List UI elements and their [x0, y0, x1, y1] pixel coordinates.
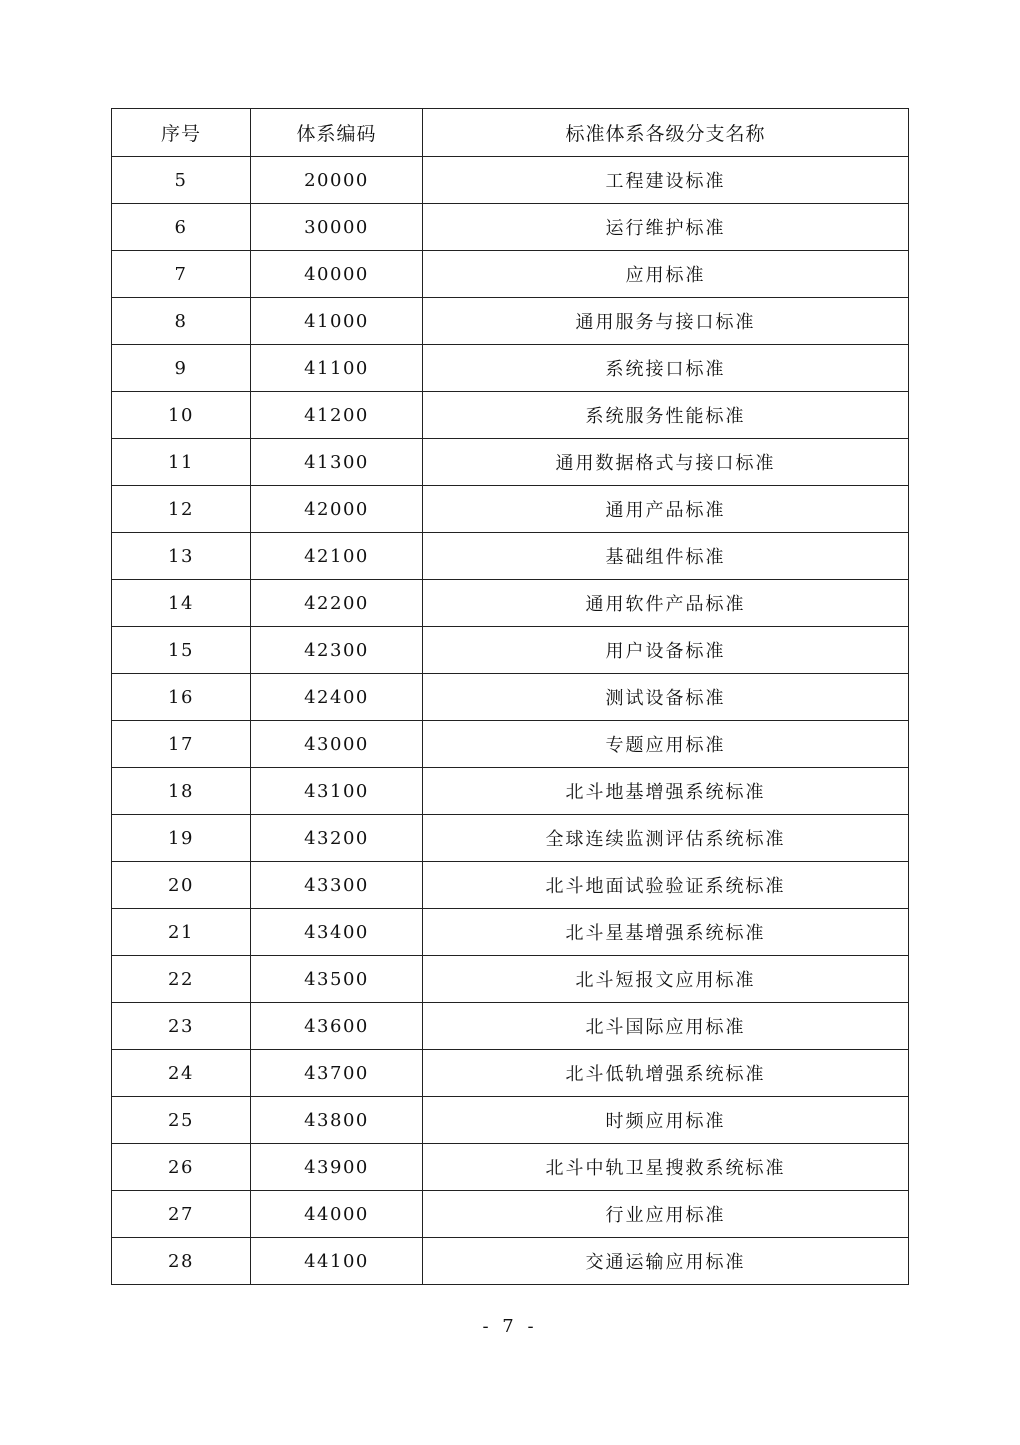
row-seq: 5: [112, 157, 251, 204]
table-row: [112, 862, 909, 909]
row-name: 交通运输应用标准: [423, 1238, 909, 1285]
row-seq: 13: [112, 533, 251, 580]
row-name: 北斗地面试验验证系统标准: [423, 862, 909, 909]
table-row: [112, 956, 909, 1003]
row-seq: 28: [112, 1238, 251, 1285]
row-code: 20000: [251, 157, 423, 204]
row-code: 42400: [251, 674, 423, 721]
row-seq: 12: [112, 486, 251, 533]
row-seq: 11: [112, 439, 251, 486]
row-seq: 15: [112, 627, 251, 674]
row-seq: 25: [112, 1097, 251, 1144]
row-code: 43100: [251, 768, 423, 815]
row-code: 43700: [251, 1050, 423, 1097]
row-seq: 22: [112, 956, 251, 1003]
row-name: 系统接口标准: [423, 345, 909, 392]
row-name: 通用软件产品标准: [423, 580, 909, 627]
row-seq: 17: [112, 721, 251, 768]
table-row: [112, 1191, 909, 1238]
row-name: 北斗低轨增强系统标准: [423, 1050, 909, 1097]
table-row: [112, 674, 909, 721]
row-name: 通用产品标准: [423, 486, 909, 533]
table-header-row: [112, 109, 909, 157]
row-code: 30000: [251, 204, 423, 251]
row-seq: 8: [112, 298, 251, 345]
row-name: 北斗中轨卫星搜救系统标准: [423, 1144, 909, 1191]
row-seq: 27: [112, 1191, 251, 1238]
table-row: [112, 580, 909, 627]
table-row: [112, 204, 909, 251]
row-code: 43000: [251, 721, 423, 768]
table-row: [112, 721, 909, 768]
row-name: 北斗短报文应用标准: [423, 956, 909, 1003]
table-row: [112, 1238, 909, 1285]
row-seq: 21: [112, 909, 251, 956]
row-code: 43500: [251, 956, 423, 1003]
row-code: 44000: [251, 1191, 423, 1238]
row-seq: 24: [112, 1050, 251, 1097]
row-code: 43400: [251, 909, 423, 956]
row-name: 基础组件标准: [423, 533, 909, 580]
row-code: 43800: [251, 1097, 423, 1144]
table-row: [112, 1144, 909, 1191]
row-name: 全球连续监测评估系统标准: [423, 815, 909, 862]
table-row: [112, 439, 909, 486]
header-name: 标准体系各级分支名称: [423, 109, 909, 157]
row-code: 43300: [251, 862, 423, 909]
table-row: [112, 251, 909, 298]
row-seq: 20: [112, 862, 251, 909]
row-code: 42200: [251, 580, 423, 627]
table-body: [112, 157, 909, 1285]
row-seq: 7: [112, 251, 251, 298]
row-name: 运行维护标准: [423, 204, 909, 251]
table-row: [112, 1097, 909, 1144]
row-code: 42100: [251, 533, 423, 580]
table-row: [112, 157, 909, 204]
row-name: 通用服务与接口标准: [423, 298, 909, 345]
table-row: [112, 909, 909, 956]
table-row: [112, 298, 909, 345]
row-seq: 10: [112, 392, 251, 439]
header-seq: 序号: [112, 109, 251, 157]
table-row: [112, 533, 909, 580]
table-row: [112, 1050, 909, 1097]
row-code: 41300: [251, 439, 423, 486]
row-seq: 26: [112, 1144, 251, 1191]
row-name: 时频应用标准: [423, 1097, 909, 1144]
row-seq: 18: [112, 768, 251, 815]
table-row: [112, 815, 909, 862]
row-name: 北斗地基增强系统标准: [423, 768, 909, 815]
row-code: 43600: [251, 1003, 423, 1050]
table-row: [112, 486, 909, 533]
row-code: 43200: [251, 815, 423, 862]
header-code: 体系编码: [251, 109, 423, 157]
row-seq: 9: [112, 345, 251, 392]
row-name: 北斗国际应用标准: [423, 1003, 909, 1050]
row-name: 用户设备标准: [423, 627, 909, 674]
row-code: 41100: [251, 345, 423, 392]
row-code: 42300: [251, 627, 423, 674]
row-code: 42000: [251, 486, 423, 533]
standards-table: [111, 108, 909, 1285]
row-code: 41000: [251, 298, 423, 345]
table-row: [112, 392, 909, 439]
row-name: 应用标准: [423, 251, 909, 298]
table-row: [112, 768, 909, 815]
table-row: [112, 345, 909, 392]
page-number: - 7 -: [482, 1316, 538, 1337]
table-row: [112, 627, 909, 674]
row-code: 44100: [251, 1238, 423, 1285]
row-name: 工程建设标准: [423, 157, 909, 204]
row-seq: 16: [112, 674, 251, 721]
row-seq: 23: [112, 1003, 251, 1050]
row-name: 系统服务性能标准: [423, 392, 909, 439]
table-header: [112, 109, 909, 157]
row-name: 北斗星基增强系统标准: [423, 909, 909, 956]
row-code: 43900: [251, 1144, 423, 1191]
row-seq: 6: [112, 204, 251, 251]
row-seq: 19: [112, 815, 251, 862]
row-name: 通用数据格式与接口标准: [423, 439, 909, 486]
row-name: 测试设备标准: [423, 674, 909, 721]
row-seq: 14: [112, 580, 251, 627]
row-name: 专题应用标准: [423, 721, 909, 768]
row-name: 行业应用标准: [423, 1191, 909, 1238]
row-code: 40000: [251, 251, 423, 298]
row-code: 41200: [251, 392, 423, 439]
table-row: [112, 1003, 909, 1050]
